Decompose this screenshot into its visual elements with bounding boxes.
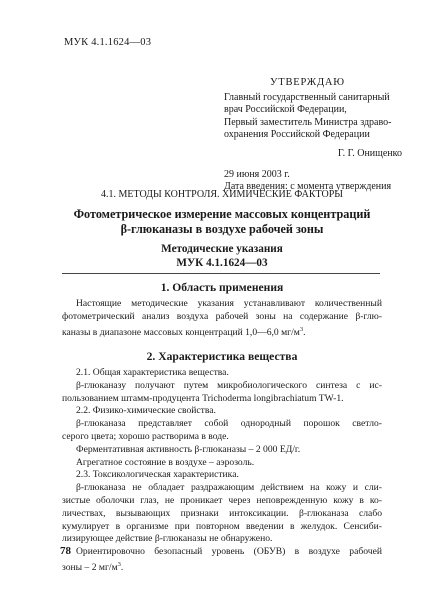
paragraph-line: 2.2. Физико-химические свойства. [76,405,216,417]
effective-date: Дата введения: с момента утверждения [224,181,392,193]
paragraph-line: лизирующее действие β-глюканазы не обнаружено. [62,533,273,545]
paragraph-line: Ориентировочно безопасный уровень (ОБУВ) в воздухе рабочей [76,546,382,558]
paragraph-line: каназы в диапазоне массовых концентраций 1,0—6,0 мг/м [62,326,300,338]
superscript: 3 [299,325,304,333]
approval-title: УТВЕРЖДАЮ [270,77,345,88]
paragraph-line: зистые оболочки глаз, не проникает через неповрежденную кожу в ко- [62,494,382,506]
paragraph-line: Ферментативная активность β-глюканазы – 2 000 ЕД/г. [76,443,301,455]
document-code: МУК 4.1.1624—03 [64,37,152,48]
paragraph-line: 2.3. Токсикологическая характеристика. [76,469,239,481]
paragraph-end: . [303,326,306,338]
horizontal-rule [62,273,380,274]
paragraph-line: кумулирует в организме при повторном введении в желудок. Сенсиби- [62,520,382,532]
approval-line: охранения Российской Федерации [224,129,370,141]
paragraph-line: личествах, вызывающих признаки интоксикации. β-глюканаза слабо [62,507,382,519]
document-title-line-2: β-глюканазы в воздухе рабочей зоны [120,222,324,236]
approval-block [224,77,404,194]
approval-date: 29 июня 2003 г. [224,168,290,180]
approval-signer: Г. Г. Онищенко [337,147,402,159]
section-category: 4.1. МЕТОДЫ КОНТРОЛЯ. ХИМИЧЕСКИЕ ФАКТОРЫ [100,189,344,200]
document-title-line-1: Фотометрическое измерение массовых концентраций [73,207,371,221]
paragraph-line: Настоящие методические указания устанавливают количественный [76,298,382,309]
section-2-heading: 2. Характеристика вещества [146,350,298,363]
approval-line: Главный государственный санитарный [224,91,390,103]
section-1-paragraph [62,298,382,340]
paragraph-line: зоны – 2 мг/м [62,562,118,574]
section-1-heading: 1. Область применения [160,281,284,294]
superscript: 3 [117,560,121,568]
paragraph-line: β-глюканаза представляет собой однородный порошок светло- [76,418,382,430]
section-2-body [62,367,382,575]
document-subtitle-line-2: МУК 4.1.1624—03 [176,257,268,269]
paragraph-line: фотометрический анализ воздуха рабочей зоны на содержание β-глю- [62,310,382,322]
paragraph-line: β-глюканазу получают путем микробиологического синтеза с ис- [76,379,382,391]
page-number: 78 [60,545,71,557]
paragraph-line: β-глюканаза не обладает раздражающим действием на кожу и сли- [76,482,382,494]
approval-line: врач Российской Федерации, [224,104,347,116]
paragraph-end: . [120,562,124,574]
paragraph-line: серого цвета; хорошо растворима в воде. [62,430,229,442]
paragraph-line: Агрегатное состояние в воздухе – аэрозоль. [76,456,255,468]
document-subtitle-line-1: Методические указания [161,243,283,255]
paragraph-line: пользованием штамм-продуцента Trichoderma longibrachiatum TW-1. [62,392,344,404]
paragraph-line: 2.1. Общая характеристика вещества. [76,367,229,378]
approval-line: Первый заместитель Министра здраво- [224,116,392,128]
